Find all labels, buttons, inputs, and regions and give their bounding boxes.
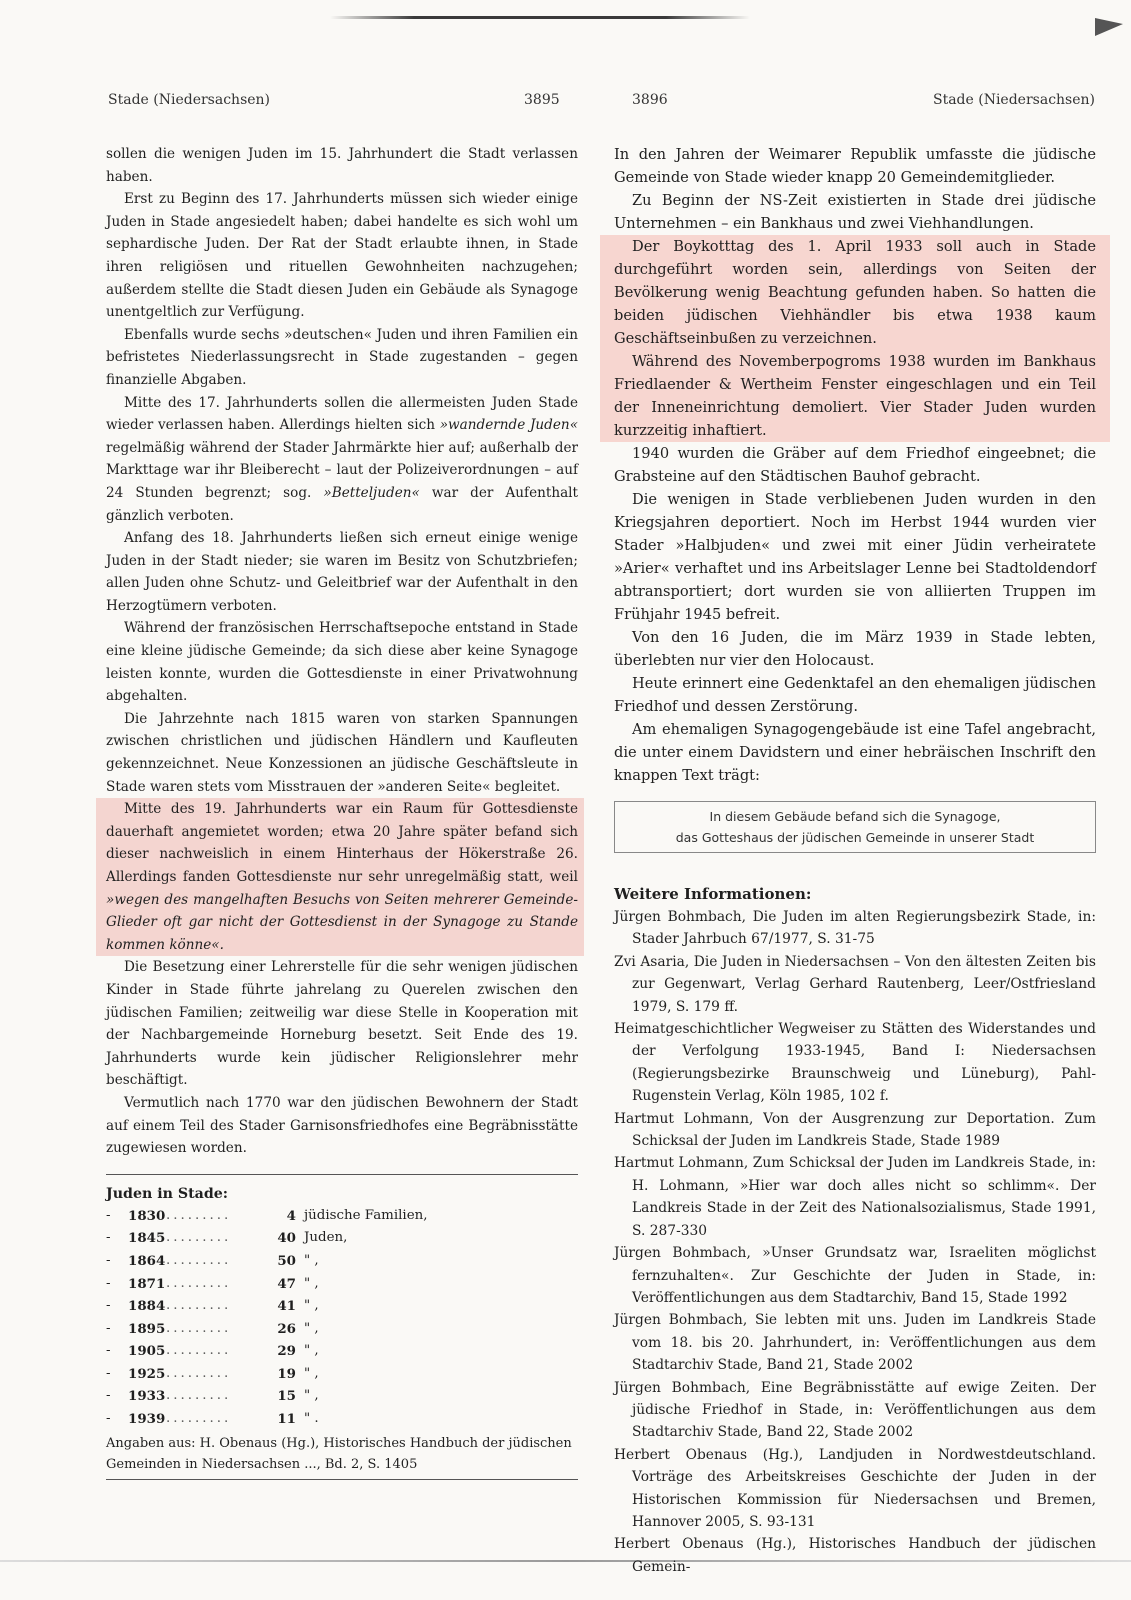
row-note: " ,	[304, 1298, 319, 1314]
row-leader-dots: .........	[166, 1320, 232, 1336]
inscription-box	[614, 801, 1096, 853]
row-count: 29	[277, 1343, 296, 1360]
row-dash: -	[106, 1411, 111, 1427]
row-year: 1845	[128, 1230, 166, 1247]
left-column	[106, 143, 578, 1480]
population-row	[106, 1408, 578, 1431]
page-number-left: 3895	[524, 92, 560, 108]
population-row	[106, 1363, 578, 1386]
row-dash: -	[106, 1320, 111, 1336]
table-rule	[106, 1479, 578, 1480]
reference-entry: Jürgen Bohmbach, Eine Begräbnisstätte auf ewige Zeiten. Der jüdische Friedhof in Stade, in: Veröffentlichungen aus dem Stadtarchiv Stade, Band 22, Stade 2002	[614, 1379, 1096, 1441]
reference-entry: Zvi Asaria, Die Juden in Niedersachsen – Von den ältesten Zeiten bis zur Gegenwart, Verlag Gerhard Rautenberg, Leer/Ostfriesland 1979, S. 179 ff.	[614, 953, 1096, 1015]
row-leader-dots: .........	[166, 1207, 232, 1223]
row-count: 15	[277, 1388, 296, 1405]
row-count: 50	[277, 1252, 296, 1269]
row-leader-dots: .........	[166, 1411, 232, 1427]
row-count: 41	[277, 1298, 296, 1315]
row-dash: -	[106, 1252, 111, 1268]
row-year: 1830	[128, 1207, 166, 1224]
text-span: war der Aufenthalt gänzlich verboten.	[106, 484, 578, 524]
row-leader-dots: .........	[166, 1252, 232, 1268]
population-row	[106, 1318, 578, 1341]
right-column	[614, 143, 1096, 1578]
row-year: 1925	[128, 1365, 166, 1382]
paragraph: 1940 wurden die Gräber auf dem Friedhof eingeebnet; die Grabsteine auf den Städtischen Bauhof gebracht.	[614, 445, 1096, 485]
highlighted-block	[600, 235, 1110, 442]
paragraph: Die Jahrzehnte nach 1815 waren von starken Spannungen zwischen christlichen und jüdischen Händlern und Kaufleuten gekennzeichnet. Neue Konzessionen an jüdische Geschäftsleute in Stade waren stets vom Misstrauen der »anderen Seite« begleitet.	[106, 710, 578, 795]
top-edge-shadow	[330, 16, 750, 19]
text-span: Mitte des 17. Jahrhunderts sollen die allermeisten Juden Stade wieder verlassen haben. Allerdings hielten sich	[106, 394, 578, 434]
row-leader-dots: .........	[166, 1343, 232, 1359]
row-note: " .	[304, 1411, 319, 1427]
row-leader-dots: .........	[166, 1388, 232, 1404]
population-row	[106, 1295, 578, 1318]
row-year: 1939	[128, 1411, 166, 1428]
population-table	[106, 1174, 578, 1480]
row-count: 11	[277, 1411, 296, 1428]
row-leader-dots: .........	[166, 1275, 232, 1291]
row-dash: -	[106, 1298, 111, 1314]
page-corner-fold	[1095, 18, 1123, 36]
row-note: " ,	[304, 1343, 319, 1359]
row-count: 26	[277, 1320, 296, 1337]
paragraph: Ebenfalls wurde sechs »deutschen« Juden und ihren Familien ein befristetes Niederlassungsrecht in Stade zugestanden – gegen finanzielle Abgaben.	[106, 326, 578, 388]
row-note: " ,	[304, 1275, 319, 1291]
paragraph: sollen die wenigen Juden im 15. Jahrhundert die Stadt verlassen haben.	[106, 146, 578, 185]
row-year: 1933	[128, 1388, 166, 1405]
paragraph: Die Besetzung einer Lehrerstelle für die sehr wenigen jüdischen Kinder in Stade führte jahrelang zu Querelen zwischen den jüdischen Familien; zeitweilig war diese Stelle in Kooperation mit der Nachbargemeinde Horneburg besetzt. Seit Ende des 19. Jahrhunderts wurde kein jüdischer Religionslehrer mehr beschäftigt.	[106, 959, 578, 1089]
row-dash: -	[106, 1275, 111, 1291]
row-leader-dots: .........	[166, 1298, 232, 1314]
population-rows	[106, 1205, 578, 1431]
reference-entry: Hartmut Lohmann, Zum Schicksal der Juden im Landkreis Stade, in: H. Lohmann, »Hier war doch alles nicht so schlimm«. Der Landkreis Stade in der Zeit des Nationalsozialismus, Stade 1991, S. 287-330	[614, 1155, 1096, 1239]
row-leader-dots: .........	[166, 1230, 232, 1246]
paragraph: Erst zu Beginn des 17. Jahrhunderts müssen sich wieder einige Juden in Stade angesiedelt haben; dabei handelte es sich wohl um sephardische Juden. Der Rat der Stadt erlaubte ihnen, in Stade ihren religiösen und rituellen Gewohnheiten nachzugehen; außerdem stellte die Stadt diesen Juden ein Gebäude als Synagoge unentgeltlich zur Verfügung.	[106, 191, 578, 321]
inscription-line: das Gotteshaus der jüdischen Gemeinde in unserer Stadt	[675, 830, 1035, 845]
paragraph: Heute erinnert eine Gedenktafel an den ehemaligen jüdischen Friedhof und dessen Zerstörung.	[614, 675, 1096, 715]
paragraph: In den Jahren der Weimarer Republik umfasste die jüdische Gemeinde von Stade wieder knapp 20 Gemeindemitglieder.	[614, 146, 1096, 186]
row-note: " ,	[304, 1365, 319, 1381]
row-note: " ,	[304, 1252, 319, 1268]
paragraph: Von den 16 Juden, die im März 1939 in Stade lebten, überlebten nur vier den Holocaust.	[614, 629, 1096, 669]
running-head-left: Stade (Niedersachsen)	[108, 92, 271, 108]
paragraph: Während der französischen Herrschaftsepoche entstand in Stade eine kleine jüdische Gemeinde; da sich diese aber keine Synagoge leisten konnte, wurden die Gottesdienste in einer Privatwohnung abgehalten.	[106, 620, 578, 705]
row-count: 4	[286, 1207, 296, 1224]
row-year: 1884	[128, 1298, 166, 1315]
row-note: " ,	[304, 1320, 319, 1336]
row-count: 19	[277, 1365, 296, 1382]
reference-entry: Heimatgeschichtlicher Wegweiser zu Stätten des Widerstandes und der Verfolgung 1933-1945, Band I: Niedersachsen (Regierungsbezirke Braunschweig und Lüneburg), Pahl-Rugenstein Verlag, Köln 1985, 102 f.	[614, 1021, 1096, 1105]
paragraph	[106, 392, 578, 528]
row-dash: -	[106, 1343, 111, 1359]
running-head-right: Stade (Niedersachsen)	[932, 92, 1095, 108]
row-dash: -	[106, 1365, 111, 1381]
population-row	[106, 1273, 578, 1296]
row-count: 40	[277, 1230, 296, 1247]
reference-entry: Jürgen Bohmbach, Sie lebten mit uns. Juden im Landkreis Stade vom 18. bis 20. Jahrhundert, in: Veröffentlichungen aus dem Stadtarchiv Stade, Band 21, Stade 2002	[614, 1312, 1096, 1374]
population-row	[106, 1250, 578, 1273]
highlighted-paragraph: Während des Novemberpogroms 1938 wurden im Bankhaus Friedlaender & Wertheim Fenster eingeschlagen und ein Teil der Inneneinrichtung demoliert. Vier Stader Juden wurden kurzzeitig inhaftiert.	[614, 353, 1096, 439]
quote-italic: »wegen des mangelhaften Besuchs von Seiten mehrerer Gemeinde-Glieder oft gar nicht der Gottesdienst in der Synagoge zu Stande kommen könne«.	[106, 891, 578, 953]
row-dash: -	[106, 1388, 111, 1404]
paragraph: Vermutlich nach 1770 war den jüdischen Bewohnern der Stadt auf einem Teil des Stader Garnisonsfriedhofes eine Begräbnisstätte zugewiesen worden.	[106, 1094, 578, 1157]
further-info-heading: Weitere Informationen:	[614, 885, 812, 903]
population-row	[106, 1227, 578, 1250]
population-row	[106, 1205, 578, 1228]
row-note: Juden,	[304, 1230, 348, 1246]
highlighted-paragraph	[96, 798, 584, 956]
population-row	[106, 1340, 578, 1363]
text-span: Mitte des 19. Jahrhunderts war ein Raum für Gottesdienste dauerhaft angemietet worden; etwa 20 Jahre später befand sich dieser nachweislich in einem Hinterhaus der Hökerstraße 26. Allerdings fanden Gottesdienste nur sehr unregelmäßig statt, weil	[106, 801, 578, 885]
paragraph: Zu Beginn der NS-Zeit existierten in Stade drei jüdische Unternehmen – ein Bankhaus und zwei Viehhandlungen.	[614, 192, 1096, 232]
paragraph: Die wenigen in Stade verbliebenen Juden wurden in den Kriegsjahren deportiert. Noch im Herbst 1944 wurden vier Stader »Halbjuden« und zwei mit einer Jüdin verheiratete »Arier« verhaftet und ins Arbeitslager Lenne bei Stadtoldendorf abtransportiert; dort wurden sie von alliierten Truppen im Frühjahr 1945 befreit.	[614, 491, 1096, 623]
paragraph: Am ehemaligen Synagogengebäude ist eine Tafel angebracht, die unter einem Davidstern und einer hebräischen Inschrift den knappen Text trägt:	[614, 721, 1096, 784]
row-leader-dots: .........	[166, 1365, 232, 1381]
reference-list	[614, 906, 1096, 1578]
reference-entry: Herbert Obenaus (Hg.), Landjuden in Nordwestdeutschland. Vorträge des Arbeitskreises Geschichte der Juden in der Historischen Kommission für Niedersachsen und Bremen, Hannover 2005, S. 93-131	[614, 1446, 1096, 1530]
reference-entry: Jürgen Bohmbach, Die Juden im alten Regierungsbezirk Stade, in: Stader Jahrbuch 67/1977, S. 31-75	[614, 909, 1096, 948]
reference-entry: Jürgen Bohmbach, »Unser Grundsatz war, Israeliten möglichst fernzuhalten«. Zur Geschichte der Juden in Stade, in: Veröffentlichungen aus dem Stadtarchiv, Band 15, Stade 1992	[614, 1245, 1096, 1306]
row-year: 1895	[128, 1320, 166, 1337]
highlighted-paragraph: Der Boykotttag des 1. April 1933 soll auch in Stade durchgeführt worden sein, allerdings von Seiten der Bevölkerung wenig Beachtung gefunden haben. So hatten die beiden jüdischen Viehhändler bis etwa 1938 kaum Geschäftseinbußen zu verzeichnen.	[614, 238, 1096, 347]
inscription-line: In diesem Gebäude befand sich die Synagoge,	[709, 809, 1001, 824]
reference-entry: Hartmut Lohmann, Von der Ausgrenzung zur Deportation. Zum Schicksal der Juden im Landkreis Stade, Stade 1989	[614, 1110, 1096, 1150]
reference-entry: Herbert Obenaus (Hg.), Historisches Handbuch der jüdischen Gemein-	[614, 1536, 1096, 1575]
row-count: 47	[277, 1275, 296, 1292]
text-span: regelmäßig während der Stader Jahrmärkte hier auf; außerhalb der Markttage war ihr Bleiberecht – laut der Polizeiverordnungen – auf 24 Stunden begrenzt; sog.	[106, 439, 578, 501]
row-note: jüdische Familien,	[304, 1207, 428, 1223]
row-note: " ,	[304, 1388, 319, 1404]
population-source: Angaben aus: H. Obenaus (Hg.), Historisches Handbuch der jüdischen Gemeinden in Niedersachsen ..., Bd. 2, S. 1405	[106, 1435, 572, 1472]
population-table-title: Juden in Stade:	[106, 1185, 229, 1202]
population-row	[106, 1385, 578, 1408]
quote-italic: »Betteljuden«	[323, 484, 420, 501]
page-number-right: 3896	[632, 92, 668, 108]
row-year: 1871	[128, 1275, 166, 1292]
row-year: 1864	[128, 1252, 166, 1269]
row-dash: -	[106, 1230, 111, 1246]
row-dash: -	[106, 1207, 111, 1223]
row-year: 1905	[128, 1343, 166, 1360]
quote-italic: »wandernde Juden«	[439, 417, 579, 434]
paragraph: Anfang des 18. Jahrhunderts ließen sich erneut einige wenige Juden in der Stadt nieder; sie waren im Besitz von Schutzbriefen; allen Juden ohne Schutz- und Geleitbrief war der Aufenthalt in den Herzogtümern verboten.	[106, 530, 578, 614]
